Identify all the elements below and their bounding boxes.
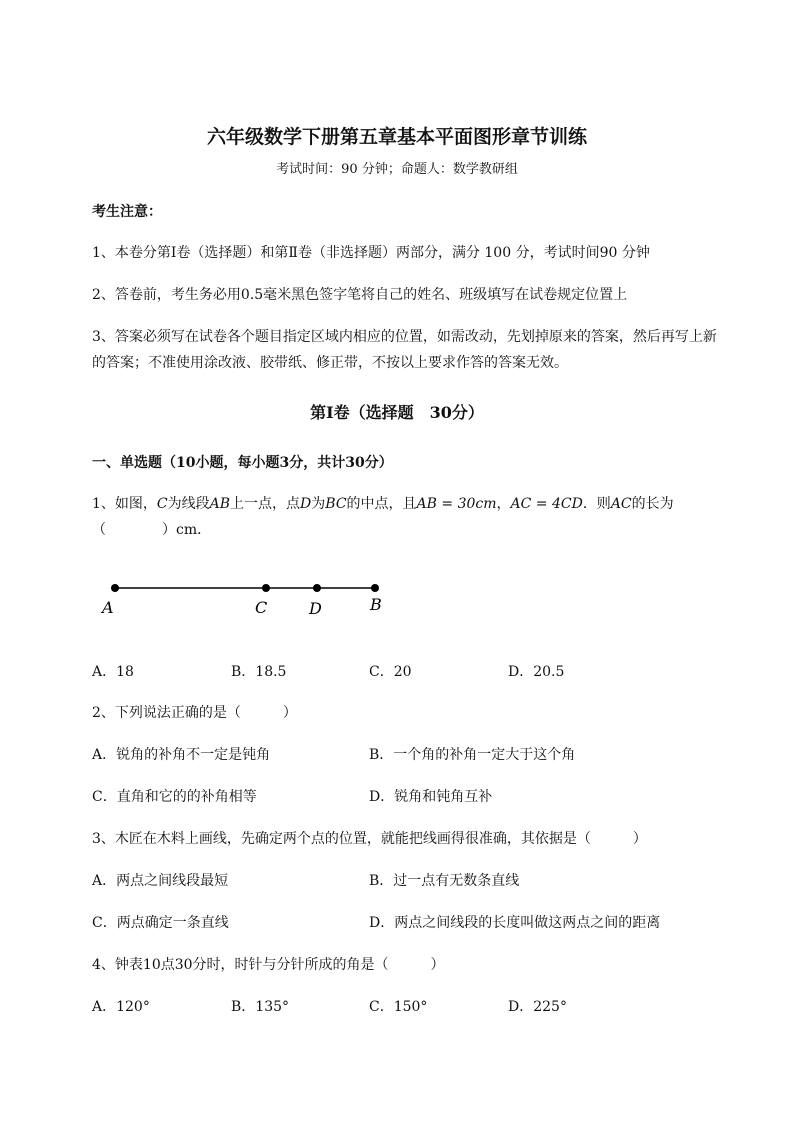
q2-option-d[interactable]: D．锐角和钝角互补 (369, 789, 493, 805)
q4-option-b[interactable]: B．135° (231, 999, 290, 1015)
q2-stem: 2、下列说法正确的是（ ） (92, 705, 297, 721)
q1-option-b[interactable]: B．18.5 (231, 664, 287, 680)
label-a: A (102, 598, 114, 617)
notice-item-3-cont: 的答案；不准使用涂改液、胶带纸、修正带，不按以上要求作答的答案无效。 (92, 355, 568, 371)
page-title: 六年级数学下册第五章基本平面图形章节训练 (206, 126, 587, 148)
q1-option-c[interactable]: C．20 (369, 664, 412, 680)
q4-option-a[interactable]: A．120° (92, 999, 150, 1015)
point-d (313, 584, 321, 592)
q3-option-a[interactable]: A．两点之间线段最短 (92, 873, 229, 889)
q1-option-a[interactable]: A．18 (92, 664, 134, 680)
q1-option-d[interactable]: D．20.5 (508, 664, 565, 680)
point-a (111, 584, 119, 592)
q4-option-d[interactable]: D．225° (508, 999, 567, 1015)
q1-stem-line2: （ ）cm． (92, 522, 212, 538)
exam-info: 考试时间：90 分钟；命题人：数学教研组 (276, 162, 518, 177)
q3-stem: 3、木匠在木料上画线，先确定两个点的位置，就能把线画得很准确，其依据是（ ） (92, 831, 647, 847)
q3-option-c[interactable]: C．两点确定一条直线 (92, 915, 229, 931)
q3-option-d[interactable]: D．两点之间线段的长度叫做这两点之间的距离 (369, 915, 661, 931)
q1-segment-figure (100, 575, 400, 625)
point-c (262, 584, 270, 592)
label-b: B (370, 595, 382, 614)
notice-item-1: 1、本卷分第Ⅰ卷（选择题）和第Ⅱ卷（非选择题）两部分，满分 100 分，考试时间90 分钟 (92, 245, 650, 261)
q2-option-c[interactable]: C．直角和它的的补角相等 (92, 789, 257, 805)
part-title: 一、单选题（10小题，每小题3分，共计30分） (92, 455, 393, 471)
notice-item-2: 2、答卷前，考生务必用0.5毫米黑色签字笔将自己的姓名、班级填写在试卷规定位置上 (92, 287, 628, 303)
q2-option-b[interactable]: B．一个角的补角一定大于这个角 (369, 747, 576, 763)
q3-option-b[interactable]: B．过一点有无数条直线 (369, 873, 520, 889)
label-d: D (309, 599, 322, 618)
q2-option-a[interactable]: A．锐角的补角不一定是钝角 (92, 747, 271, 763)
q1-stem: 1、如图，C为线段AB上一点，点D为BC的中点，且AB = 30cm，AC = 4CD．则AC的长为 (92, 496, 674, 512)
point-b (371, 584, 379, 592)
label-c: C (255, 598, 268, 617)
q4-option-c[interactable]: C．150° (369, 999, 428, 1015)
notice-heading: 考生注意： (92, 204, 162, 220)
q4-stem: 4、钟表10点30分时，时针与分针所成的角是（ ） (92, 957, 445, 973)
notice-item-3: 3、答案必须写在试卷各个题目指定区域内相应的位置，如需改动，先划掉原来的答案，然后再写上新 (92, 329, 717, 345)
section-title: 第Ⅰ卷（选择题 30分） (310, 403, 484, 422)
